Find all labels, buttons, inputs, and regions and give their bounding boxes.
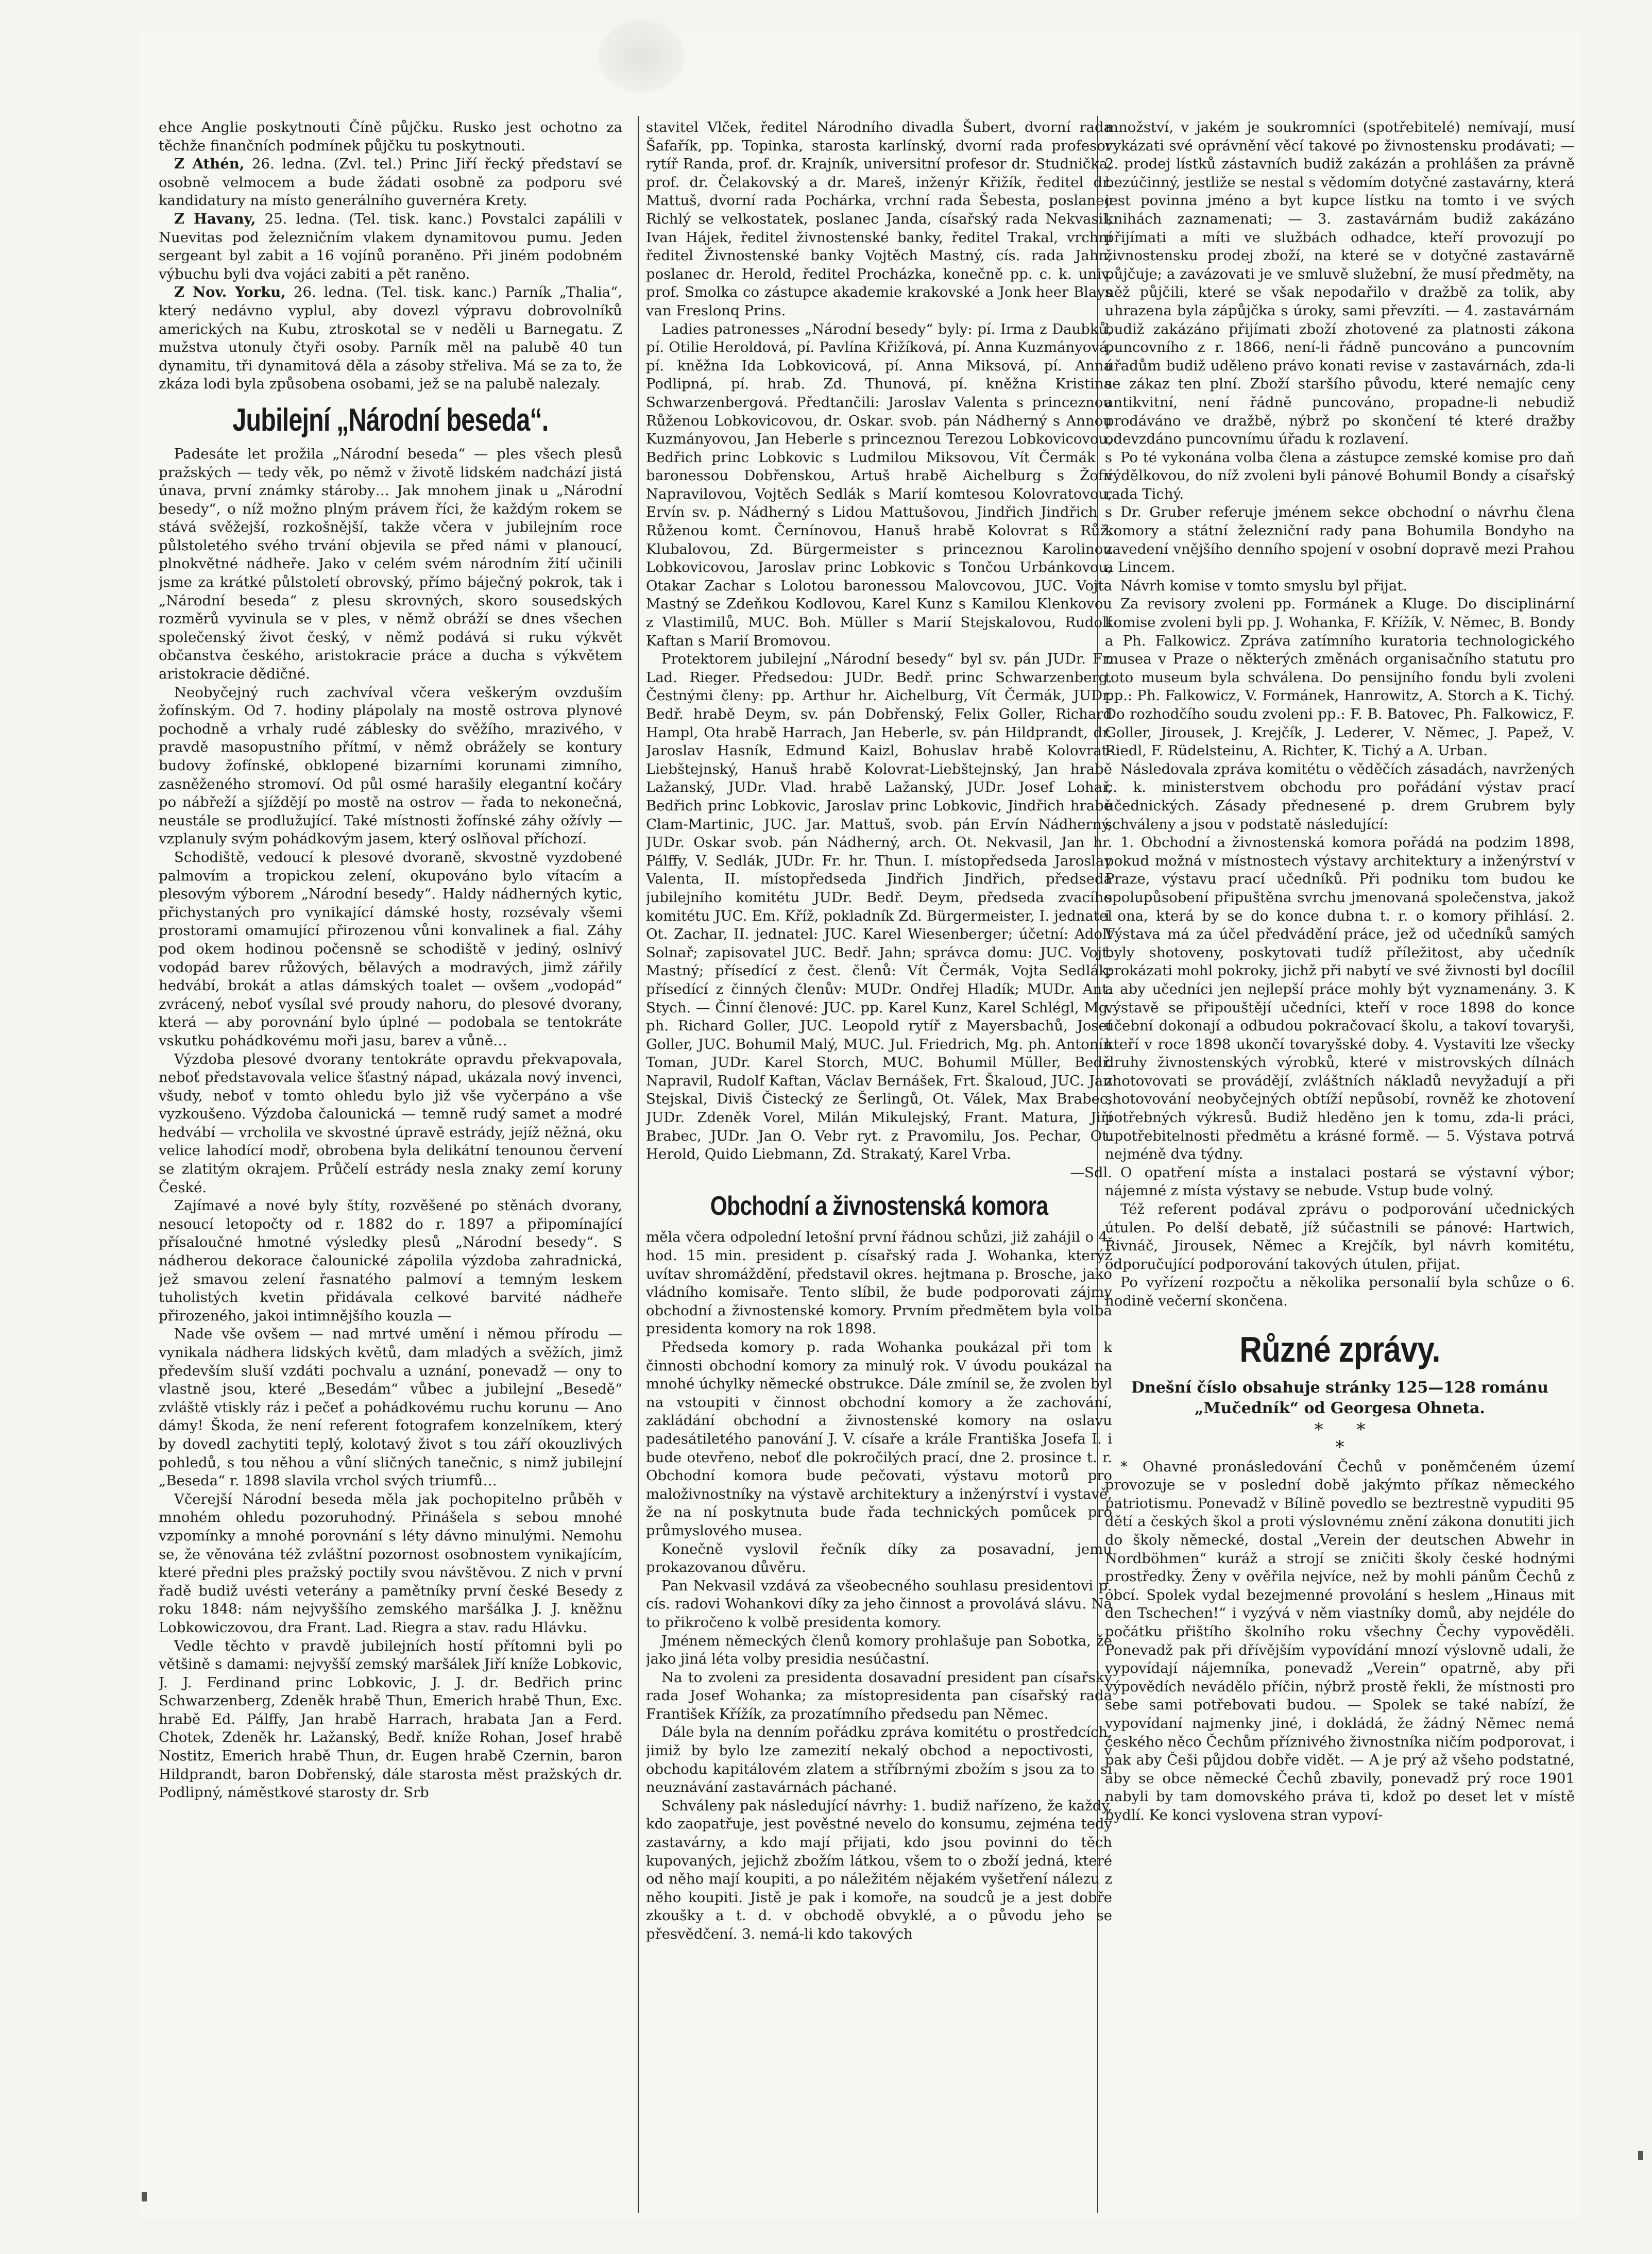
article-newyork: [159, 283, 622, 394]
beseda-paragraph: Neobyčejný ruch zachvíval včera veškerým ovzduším žofínským. Od 7. hodiny plápolaly na mostě ostrova plynové pochodně a vrhaly rudé záblesky do svěžího, mrazivého, v pravdě masopustního přítmí, v němž obrážely se kontury budovy žofínské, obklopené bizarními korunami zimního, zasněženého stromoví. Od půl osmé harašily elegantní kočáry po nábřeží a sjíždějí po mostě na ostrov — řada to nekonečná, neustále se prodlužující. Také místnosti žofínské záhy ožívly — vzplanuly svým pohádkovým jasem, který oslňoval příchozí.: [159, 684, 622, 848]
beseda-paragraph: Zajímavé a nové byly štíty, rozvěšené po stěnách dvorany, nesoucí letopočty od r. 1882 do r. 1897 a připomínající přísaloučné hmotné výsledky plesů „Národní besedy“. S nádherou dekorace čalounické zápolila výzdoba zahradnická, jež smavou zelení řasnatého palmoví a temným leskem tuholistých kvetin přidávala celkové barvité nádheře přirozeného, jakoi intimnějšího kouzla —: [159, 1197, 622, 1324]
beseda-patronesses-paragraph: Ladies patronesses „Národní besedy“ byly: pí. Irma z Daubků, pí. Otilie Heroldová, pí. Pavlína Křižíková, pí. Anna Kuzmányová, pí. kněžna Ida Lobkovicová, pí. Anna Miksová, pí. Anna Podlipná, pí. hrab. Zd. Thunová, pí. kněžna Kristina Schwarzenbergová. Předtančili: Jaroslav Valenta s princeznou Růženou Lobkovicovou, dr. Oskar. svob. pán Nádherný s Annou Kuzmányovou, Jan Heberle s princeznou Terezou Lobkovicovou, Bedřich princ Lobkovic s Ludmilou Miksovou, Vít Čermák s baronessou Dobřenskou, Artuš hrabě Aichelburg s Žofií Napravilovou, Vojtěch Sedlák s Marií komtesou Kolovratovou, Ervín sv. p. Nádherný s Lidou Mattušovou, Jindřich Jindřich s Růženou komt. Černínovou, Hanuš hrabě Kolovrat s Růž. Klubalovou, Zd. Bürgermeister s princeznou Karolinou Lobkovicovou, Jaroslav princ Lobkovic s Tončou Urbánkovou, Otakar Zachar s Lolotou baronessou Malovcovou, JUC. Vojta Mastný se Zdeňkou Kodlovou, Karel Kunz s Kamilou Klenkovou z Vlastimilů, MUC. Boh. Müller s Marií Stejskalovou, Rudolf Kaftan s Marií Bromovou.: [646, 320, 1112, 649]
dateline-newyork: Z Nov. Yorku,: [174, 284, 286, 301]
komora-continued-paragraph: Po vyřízení rozpočtu a několika personalií byla schůze o 6. hodině večerní skončena.: [1105, 1274, 1575, 1309]
komora-continued-paragraph: Návrh komise v tomto smyslu byl přijat.: [1120, 577, 1408, 594]
headline-ruzne-zpravy: Různé zprávy.: [1239, 1329, 1440, 1369]
article-athens: [159, 155, 622, 210]
komora-continued-paragraph: Dr. Gruber referuje jménem sekce obchodní o návrhu člena komory a státní železniční rady pana Bohumila Bondyho na zavedení vnějšího denního spojení v osobní dopravě mezi Prahou a Lincem.: [1105, 504, 1575, 576]
column-2: [646, 118, 1112, 2231]
beseda-paragraph: Padesáte let prožila „Národní beseda“ — ples všech plesů pražských — tedy věk, po němž v životě lidském nadchází jistá únava, první známky stároby… Jak mnohem jinak u „Národní besedy“, o níž možno plným právem říci, že každým rokem se stává svěžejší, rozkošnější, takže včera v jubilejním roce půlstoletého svého trvání objevila se před námi v planoucí, plnokvětné nádheře. Jako v celém svém národním žití učinili jsme za krátké půlstoletí obrovský, přímo báječný pokrok, tak i „Národní beseda“ z plesu skrovných, skoro sousedských rozměrů vyvinula se v ples, v němž obráží se dnes všechen společenský život český, v němž podává si ruku výkvět občanstva českého, aristokracie práce a ducha s výkvětem aristokracie dědičné.: [159, 445, 622, 683]
beseda-paragraph: Včerejší Národní beseda měla jak pochopitelno průběh v mnohém ohledu pozoruhodný. Přinášela s sebou mnohé vzpomínky a mnohé porovnání s léty dávno minulými. Nemohu se, že věnována též zvláštní pozornost osobnostem vynikajícím, které předni ples pražský poctily svou návštěvou. Z nich v první řadě budiž uvésti veterány a pamětníky první české Besedy z roku 1848: nám nejvyššího zemského maršálka J. J. kněžnu Lobkowiczovou, dra Frant. Lad. Riegra a stav. radu Hlávku.: [159, 1490, 622, 1636]
paper-stain: [598, 21, 685, 93]
komora-paragraph: Předseda komory p. rada Wohanka poukázal při tom k činnosti obchodní komory za minulý rok. V úvodu poukázal na mnohé úchylky německé obstrukce. Dále zmínil se, že zvolen byl na vstoupiti v činnost obchodní komory a že zachování, zakládání obchodní a živnostenské komory na oslavu padesátiletého panování J. V. císaře a krále Františka Josefa I. i bude otevřeno, neboť dle pokročilých prací, dne 2. prosince t. r. Obchodní komora bude pečovati, výstavu motorů pro maloživnostníky na výstavě architektury a inženýrství i vystavě, že na ní poskytnuta bude řada technických pomůcek pro průmyslového musea.: [646, 1339, 1112, 1539]
edge-mark: [142, 2192, 147, 2201]
section-stars: * * *: [1314, 1419, 1366, 1458]
komora-continued-paragraph: Po té vykonána volba člena a zástupce zemské komise pro daň výdělkovou, do níž zvoleni byli pánové Bohumil Bondy a císařský rada Tichý.: [1105, 449, 1575, 502]
beseda-paragraph: Vedle těchto v pravdě jubilejních hostí přítomni byli po většině s damami: nejvyšší zemský maršálek Jiří kníže Lobkovic, J. J. Ferdinand princ Lobkovic, J. J. dr. Bedřich princ Schwarzenberg, Zdeněk hrabě Thun, Emerich hrabě Thun, Exc. hrabě Ed. Pálffy, Jan hrabě Harrach, hrabata Jan a Ferd. Chotek, Zdeněk hr. Lažanský, Bedř. kníže Rohan, Josef hrabě Nostitz, Emerich hrabě Thun, dr. Eugen hrabě Czernin, baron Hildprandt, baron Dobřenský, dále starosta měst pražských dr. Podlipný, náměstkové starosty dr. Srb: [159, 1637, 622, 1801]
article-havana: [159, 210, 622, 283]
beseda-paragraph: Výzdoba plesové dvorany tentokráte opravdu překvapovala, neboť představovala velice šťastný nápad, ukázala nový invenci, všudy, neboť v tomto ohledu bylo již vše vyčerpáno a vše vyzkoušeno. Výzdoba čalounická — temně rudý samet a modré hedvábí — vrcholila ve skvostné úpravě estrády, jejíž něžná, oku velice lahodící modř, obrobena byla delikátní tenounou červení se zlatitým okrajem. Průčelí estrády nesla znaky zemí koruny České.: [159, 1050, 622, 1196]
author-signature: —Sdl.: [1070, 1164, 1112, 1181]
beseda-committee-paragraph: Protektorem jubilejní „Národní besedy“ byl sv. pán JUDr. Fr. Lad. Rieger. Předsedou: JUDr. Bedř. princ Schwarzenberg. Čestnými členy: pp. Arthur hr. Aichelburg, Vít Čermák, JUDr. Bedř. hrabě Deym, sv. pán Dobřenský, Felix Goller, Richard Hampl, Ota hrabě Harrach, Jan Heberle, sv. pán Hildprandt, dr. Jaroslav Hasník, Edmund Kaizl, Bohuslav hrabě Kolovrat-Liebštejnský, Hanuš hrabě Kolovrat-Liebštejnský, Jan hrabě Lažanský, JUDr. Vlad. hrabě Lažanský, JUDr. Josef Lohař, Bedřich princ Lobkovic, Jaroslav princ Lobkovic, Jindřich hrabě Clam-Martinic, JUC. Jar. Mattuš, svob. pán Ervín Nádherný, JUDr. Oskar svob. pán Nádherný, arch. Ot. Nekvasil, Jan hr. Pálffy, V. Sedlák, JUDr. Fr. hr. Thun. I. místopředseda Jaroslav Valenta, II. místopředseda Jindřich Jindřich, předseda jubilejního komitétu JUDr. Bedř. Deym, předseda zvacího komitétu JUC. Em. Kříž, pokladník Zd. Bürgermeister, I. jednatel Ot. Zachar, II. jednatel: JUC. Karel Wiesenberger; účetní: Adolf Solnař; zapisovatel JUC. Bedř. Jahn; správca domu: JUC. Vojt. Mastný; přísedící z čest. členů: Vít Čermák, Vojta Sedlák; přísedící z činných členův: MUDr. Ondřej Hladík; MUDr. Ant. Stych. — Činní členové: JUC. pp. Karel Kunz, Karel Schlégl, Mg. ph. Richard Goller, JUC. Leopold rytíř z Mayersbachů, Josef Goller, JUC. Bohumil Malý, MUC. Jul. Friedrich, Mg. ph. Antonín Toman, JUDr. Karel Storch, MUC. Bohumil Müller, Bedř. Napravil, Rudolf Kaftan, Václav Bernášek, Frt. Škaloud, JUC. Jan Stejskal, Diviš Čistecký ze Šerlingů, Ot. Válek, Max Brabec, JUDr. Zdeněk Vorel, Milán Mikulejský, Frant. Matura, Jiří Brabec, JUDr. Jan O. Vebr ryt. z Pravomilu, Jos. Pechar, Ot. Herold, Quido Liebmann, Zd. Strakatý, Karel Vrba.: [646, 651, 1112, 1163]
beseda-guests-paragraph: stavitel Vlček, ředitel Národního divadla Šubert, dvorní rada Šafařík, pp. Topinka, starosta karlínský, dvorní rada profesor rytíř Randa, prof. dr. Krajník, universitní profesor dr. Studnička, prof. dr. Čelakovský a dr. Mareš, inženýr Křižík, ředitel dr. Mattuš, dvorní rada Pochárka, vrchní rada Šebesta, poslanec Richlý se velkostatek, poslanec Janda, císařský rada Nekvasil, Ivan Hájek, ředitel živnostenské banky, ředitel Trakal, vrchní ředitel Živnostenské banky Vojtěch Mastný, cís. rada Jahn, poslanec dr. Herold, ředitel Procházka, konečně pp. c. k. univ. prof. Smolka co zástupce akademie krakovské a Jonk heer Blays van Freslonq Prins.: [646, 119, 1112, 319]
beseda-paragraph: Schodiště, vedoucí k plesové dvoraně, skvostně vyzdobené palmovím a tropickou zelení, okupováno bylo vítacím a plesovým výborem „Národní besedy“. Haldy nádherných kytic, přichystaných pro vynikající dámské hosty, rozsévaly všemi prostorami omamující přirozenou vůni konvalinek a fial. Záhy pod okem hodinou počensně se schodiště v jediný, oslnivý vodopád barev růžových, bělavých a modravých, jimž zářily hedvábí, brokát a atlas dámských toalet — ovšem „vodopád“ zvrácený, neboť vysílal své proudy nahoru, do plesové dvorany, která — aby porovnání bylo úplné — podobala se tentokráte vskutku pohádkovému moři jasu, barev a vůně…: [159, 849, 622, 1049]
supplement-note: Dnešní číslo obsahuje stránky 125—128 románu „Mučedník“ od Georgesa Ohneta.: [1131, 1378, 1548, 1417]
edge-mark: [1638, 2151, 1643, 2160]
komora-paragraph: Pan Nekvasil vzdává za všeobecného souhlasu presidentovi p. cís. radovi Wohankovi díky za jeho činnost a provolává slávu. Na to přikročeno k volbě presidenta komory.: [646, 1577, 1112, 1631]
komora-paragraph: Na to zvoleni za presidenta dosavadní president pan císařský rada Josef Wohanka; za místopresidenta pan císařský rada František Křížík, za prozatímního předsedu pan Němec.: [646, 1669, 1112, 1722]
komora-continued-paragraph: O opatření místa a instalaci postará se výstavní výbor; nájemné z místa výstavy se nebude. Vstup bude volný.: [1105, 1164, 1575, 1199]
komora-continued-paragraph: Následovala zpráva komitétu o věděčích zásadách, navržených c. k. ministerstvem obchodu pro pořádání výstav prací učednických. Zásady přednesené p. drem Grubrem byly schváleny a jsou v podstatě následující:: [1105, 760, 1575, 833]
column-1: [159, 118, 622, 2231]
komora-continued-paragraph: Též referent podával zprávu o podporování učednických útulen. Po delší debatě, jíž súčastnili se pánové: Hartwich, Řivnáč, Jirousek, Němec a Krejčík, byl návrh komitétu, odporučující podporování takových útulen, přijat.: [1105, 1201, 1575, 1273]
article-anglie: ehce Anglie poskytnouti Číně půjčku. Rusko jest ochotno za těchže finančních podmínek půjčku tu poskytnouti.: [159, 119, 622, 154]
beseda-paragraph: Nade vše ovšem — nad mrtvé umění i němou přírodu — vynikala nádhera lidských květů, dam mladých a svěžích, jimž především sluší vzdáti pochvalu a uznání, ponevadž — ony to vlastně jsou, které „Besedám“ vůbec a jubilejní „Besedě“ zvláště vtiskly ráz i pečeť a pohádkovému ruchu korunu — Ano dámy! Škoda, že není referent fotografem konzelníkem, který by dovedl zachytiti teplý, kolotavý život s tou září okouzlivých pohledů, s tou něhou a vůní sličných tanečnic, s nimž jubilejní „Beseda“ r. 1898 slavila vrchol svých triumfů…: [159, 1326, 622, 1489]
komora-continued-paragraph: 1. Obchodní a živnostenská komora pořádá na podzim 1898, pokud možná v místnostech výstavy architektury a inženýrství v Praze, výstavu prací učedníků. Při podniku tom budou ke spolupůsobení připuštěna svrchu jmenovaná společenstva, jakož i ona, která by se do konce dubna t. r. o komory přihlásí. 2. Výstava má za účel předvádění práce, jež od učedníků samých byly shotoveny, poskytovati tudíž příležitost, aby učedník prokázati mohl pokroky, jichž při nabytí ve své živnosti byl docílil a aby učedníci jen nejlepší práce mohly být vyznamenány. 3. K výstavě se připouštějí učedníci, kteří v roce 1898 do konce učební dokonají a odbudou pokračovací školu, a takoví tovaryši, kteří v roce 1898 ukončí tovaryšské doby. 4. Vystaviti lze všecky druhy živnostenských výrobků, které v mistrovských dílnách zhotovovati se provádějí, zvláštních nákladů nevyžadují a při shotovování neobyčejných obtíží nepůsobí, rovněž ke zhotovení potřebných výkresů. Budiž hleděno jen k tomu, zda-li práci, upotřebitelnosti předmětu a krásné formě. — 5. Výstava potrvá nejméně dva týdny.: [1105, 834, 1575, 1163]
newyork-text: 26. ledna. (Tel. tisk. kanc.) Parník „Thalia“, který nedávno vyplul, aby dovezl výpravu dobrovolníků amerických na Kubu, ztroskotal se v neděli u Barnegatu. Z mužstva utonuly čtyři osoby. Parník měl na palubě 40 tun dynamitu, tři dynamitová děla a zásoby střeliva. Má se za to, že zkáza lodi byla způsobena osobami, jež se na palubě nalezaly.: [159, 284, 622, 393]
athens-text: 26. ledna. (Zvl. tel.) Princ Jiří řecký představí se osobně velmocem a bude žádati osobně za podporu své kandidatury na místo generálního guvernéra Krety.: [159, 156, 622, 209]
komora-paragraph: Schváleny pak následující návrhy: 1. budiž nařízeno, že každý, kdo zaopatřuje, jest pověstné nevelo do konsumu, zejména tedy zastavárny, a kdo mají přijati, kdo jsou povinni do těch kupovaných, jejichž zbožím látkou, všem to o zboží jedná, které od něho mají koupiti, a po náležitém nějakém vyšetření nálezu z něho koupiti. Jistě je pak i komoře, na soudců je a jest dobře zkoušky a t. d. v obchodě obvyklé, a o původu jeho se přesvědčení. 3. nemá-li kdo takových: [646, 1797, 1112, 1942]
havana-text: 25. ledna. (Tel. tisk. kanc.) Povstalci zapálili v Nuevitas pod železničním vlakem dynamitovou pumu. Jeden sergeant byl zabit a 16 vojínů poraněno. Při jiném podobném výbuchu byli dva vojáci zabiti a pět raněno.: [159, 210, 622, 282]
komora-paragraph: měla včera odpolední letošní první řádnou schůzi, již zahájil o 4. hod. 15 min. president p. císařský rada J. Wohanka, kterýž uvítav shromáždění, představil okres. hejtmana p. Brosche, jako vládního komisaře. Tento slíbil, že bude podporovati zájmy obchodní a živnostenské komory. Prvním předmětem byla volba presidenta komory na rok 1898.: [646, 1229, 1112, 1337]
komora-paragraph: Konečně vyslovil řečník díky za posavadní, jemu prokazovanou důvěru.: [646, 1540, 1112, 1576]
komora-paragraph: Dále byla na denním pořádku zpráva komitétu o prostředcích, jimiž by bylo lze zamezití nekalý obchod a nepoctivosti, v obchodu kapitálovém zlatem a stříbrnými zbožím s jsou za to si neuznávání zastavárnách páchané.: [646, 1724, 1112, 1796]
headline-jubilejni-beseda: Jubilejní „Národní beseda“.: [232, 402, 549, 438]
column-3: [1105, 118, 1575, 2231]
headline-obchodni-komora: Obchodní a živnostenská komora: [710, 1191, 1048, 1222]
dateline-havana: Z Havany,: [174, 210, 256, 227]
komora-paragraph: Jménem německých členů komory prohlašuje pan Sobotka, že jako jiná léta volby presidia nesúčastní.: [646, 1632, 1112, 1668]
column-rule-1: [638, 116, 639, 2213]
komora-continued-paragraph: množství, v jakém je soukromníci (spotřebitelé) nemívají, musí vykázati své oprávnění věcí takové po živnostensku prodávati; — 2. prodej lístků zástavních budiž zakázán a prohlášen za právně bezúčinný, jestliže se nestal s vědomím dotyčné zastavárny, která jest povinna jméno a byt kupce lístku na tomto i ve svých knihách zaznamenati; — 3. zastavárnám budiž zakázáno přijímati a míti ve službách odhadce, kteří provozují po živnostensku prodej zboží, na které se v dotyčné zastavárně půjčuje; a zavázovati je ve smluvě služební, že musí předměty, na něž půjčili, které se však nepodařilo v dražbě za tolik, aby uhrazena byla zápůjčka s úroky, sami převzíti. — 4. zastavárnám budiž zakázáno přijímati zboží zhotovené za platnosti zákona puncovního z r. 1866, není-li řádně puncováno a puncovním úřadům budiž uděleno právo konati revise v zastavárnách, zda-li se zákaz ten plní. Zboží staršího původu, které nemajíc ceny antikvitní, není řádně puncováno, propadne-li nebudiž prodáváno ve dražbě, nýbrž po skončení té které dražby odevzdáno puncovnímu úřadu k rozlavení.: [1105, 119, 1575, 448]
ruzne-paragraph: * Ohavné pronásledování Čechů v poněmčeném území provozuje se v poslední době jakýmto příkaz německého patriotismu. Ponevadž v Bílině povedlo se beztrestně vypuditi 95 dětí a českých škol a proti výslovnému znění zákona donutiti jich do školy německé, dostal „Verein der deutschen Abwehr in Nordböhmen“ kuráž a strojí se zničiti školy české hodnými prostředky. Ženy v ověřila nejvíce, než by mohli pánům Čechů z obcí. Spolek vydal bezejmenné provolání s heslem „Hinaus mit den Tschechen!“ i vyzývá v něm viastníky domů, aby nejdéle do počátku přištího školního roku všechny Čechy vypověděli. Ponevadž pak při dřívějším vypovídání mnozí výslovně udali, že vypovídají nájemníka, ponevadž „Verein“ opatrně, aby při výpovědích nevádělo příčin, nýbrž prostě řekli, že místnosti pro sebe sami potřebovati budou. — Spolek se také nabízí, že vypovídaní najmenky jiné, i dokládá, že žádný Němec nemá českého něco Čechům příznivého živnostníka ničím podporovat, i pak aby Češi půjdou dobře vidět. — A je prý až všeho podstatné, aby se obce německé Čechů zbavily, ponevadž prý roce 1901 nabyli by tam domovského práva ti, kdož po deset let v místě bydlí. Ke konci vyslovena stran vypoví-: [1105, 1458, 1575, 1823]
komora-continued-paragraph: Za revisory zvoleni pp. Formánek a Kluge. Do disciplinární komise zvoleni byli pp. J. Wohanka, F. Křížík, V. Němec, B. Bondy a Ph. Falkowicz. Zpráva zatímního kuratoria technologického musea v Praze o některých změnách organisačního statutu pro toto museum byla schválena. Do pensijního fondu byli zvoleni pp.: Ph. Falkowicz, V. Formánek, Hanrowitz, A. Storch a K. Tichý. Do rozhodčího soudu zvoleni pp.: F. B. Batovec, Ph. Falkowicz, F. Goller, Jirousek, J. Krejčík, J. Lederer, V. Němec, J. Papež, V. Riedl, F. Rüdelsteinu, A. Richter, K. Tichý a A. Urban.: [1105, 596, 1575, 759]
dateline-athens: Z Athén,: [174, 156, 245, 173]
